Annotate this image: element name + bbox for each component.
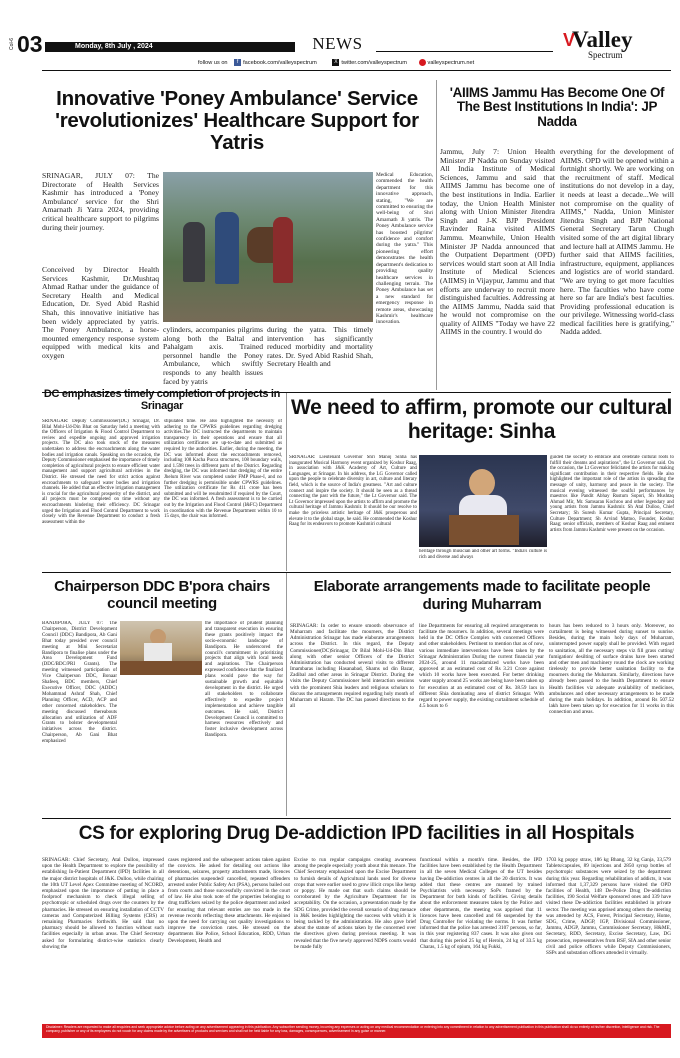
top-rule bbox=[42, 70, 671, 71]
a4-col1: SRINAGAR: Lieutenant Governor Shri Manoj Sinha has inaugurated Musical Harmony event organized by Koshur Raag, in association with J&K Academy of Art, Culture and Languages, at Srinagar. In his address, the LG Governor called upon the people to celebrate diversity in art, culture and literary field, which is the source of India's greatness. "Art and culture connect and inspire the society. It should be seen as a thread connecting the past with the future," the Lt Governor said. The Lt Governor impressed upon the artists to affirm and promote the cultural heritage of Jammu Kashmir. It should be our resolve to make the priceless artistic heritage of J&K prosperous and elevate it to the global stage, he said. He commended the Koshur Raag for its endeavors to promote Kashmiri cultural bbox=[289, 455, 417, 528]
page-number: 03 bbox=[17, 31, 43, 57]
headline-poney-ambulance: Innovative 'Poney Ambulance' Service 'revolutionizes' Healthcare Support for Yatris bbox=[55, 87, 419, 155]
a1-col3: during the yatra. This timely intervention has significantly reduced morbidity and mortality rates. Dr. Syed Abid Rashid Shah, Secretary Health and bbox=[267, 326, 373, 369]
a6-col3: hours has been reduced to 3 hours only. Moreover, no curtailment is being witnessed during sunset to sunrise. Besides, during the main holy days of Muharram, uninterrupted power supply shall be provided. With regard to sanitation, all the necessary steps viz fill grass cutting/ fumigation/ desilting of surface drains have been started and other men and machinery round the clock are working tirelessly to provide better sanitation facility to the mourners during the Muharram. Similarly, directions have already been passed to the health Department to ensure Health facilities viz adequate availability of medicines, ambulances and other necessary arrangements to be made during the main holidays. In addition, around Rs 507.52 lakh have been taken up for execution for 11 works in this connection and areas. bbox=[549, 623, 674, 716]
ddc-meeting-photo bbox=[120, 621, 202, 675]
section-title: NEWS bbox=[312, 34, 363, 53]
twitter-icon: X bbox=[334, 59, 338, 65]
a1-col2: cylinders, accompanies pilgrims along both the Baltal and Pahalgam axis. Trained personnel handle the Poney Ambulance, which swiftly responds to any health issues faced by yatris bbox=[163, 326, 263, 386]
web-link[interactable]: valleyspectrum.net bbox=[427, 59, 475, 66]
date-bar: Monday, 8th July , 2024 bbox=[45, 42, 295, 52]
a7-col1: SRINAGAR: Chief Secretary, Atal Dulloo, impressed upon the Health Department to explore the possibility of establishing In-Patient Department (IPD) facilities in all the major district hospitals of J&K. Dulloo, while chairing the 10th UT Level Apex Committee meeting of NCORD, emphasized upon the importance of putting in place a foolproof mechanism to check illegal selling of psychotropic or scheduled drugs over the counters by the pharmacies. He stressed on ensuring installation of CCTV cameras and Computerized Billing Systems (CBS) at remaining Pharmacies forthwith. He said that no pharmacy should be allowed to function without such facilities especially in urban areas. The Chief Secretary asked for formulating district-wise statistics clearly showing the bbox=[42, 857, 164, 950]
a3-col1: SRINAGAR: Deputy Commissioner(DC) Srinagar, Dr. Bilal Mohi-Ud-Din Bhat on Saturday held a meeting with the Officers of Irrigation & Flood Control Department to review and expedite ongoing and approved irrigation projects. The DC also took stock of the measures undertaken to address the encroachments along the water bodies and irrigation canals. Speaking on the occasion, the Deputy Commissioner emphasised the importance of timely completion of agricultural projects to ensure efficient water management and support agricultural activities in the District. He stressed the need for strict action against encroachments to safeguard water bodies and irrigation channels. He added that an effective irrigation management is crucial for the agricultural prosperity of the district, and all projects must be completed on time without any encroachments hindering their efficiency. DC Srinagar urged the Irrigation and Flood Control Department to work closely with the Revenue Department to conduct a fresh assessment within the bbox=[42, 419, 160, 525]
web-icon bbox=[419, 59, 426, 66]
a5-col2: the importance of prudent planning and transparent execution in ensuring these grants positively impact the socio-economic landscape of Bandipora. He underscored the council's commitment in prioritizing projects that align with local needs and aspirations. The Chairperson expressed confidence that the finalized plans would pave the way for sustainable growth and equitable development in the district. He urged all stakeholders to collaborate effectively to expedite project implementation and achieve tangible outcomes. He said, District Development Council is committed to harness resources effectively and foster inclusive development across Bandipora. bbox=[205, 621, 283, 739]
a7-col2: cases registered and the subsequent actions taken against the convicts. He asked for detailing out actions like detentions, seizures, property attachments made, licences of pharmacies suspended/ cancelled, repeated offenders arrested under Public Safety Act (PSA), persons bailed out from courts and those successfully convicted in the court of law. He also took note of the properties belonging to drug traffickers seized by the police department and asked for ensuring that relevant entries are too made in the revenue records reflecting these attachments. He enjoined upon the need for carrying out quality investigations to improve the conviction rates. He stressed on the departments like Police, School Education, RDD, Urban Development, Health and bbox=[168, 857, 290, 944]
a2-col2: everything for the development of AIIMS. OPD will be opened within a fortnight shortly. We are working on the recruitment of staff. Medical institutions do not develop in a day, it needs at least a decade...We will not compromise on the quality of AIIMS," Nadda, Union Minister Jitendra Singh and BJP National General Secretary Tarun Chugh visited some of the art digital library and lecture hall at AIIMS Jammu. He further said that AIIMS facilities, infrastructure, equipment, appliances and logistics are of world standard. "We are trying to get more faculties here. The faculties who have come here so far are India's best faculties. Providing professional education is our privilege. Witnessing world-class medical facilities here is gratifying," Nadda added. bbox=[560, 148, 674, 337]
facebook-icon: f bbox=[234, 59, 241, 66]
row2-rule bbox=[42, 572, 671, 573]
logo-mark: V bbox=[563, 30, 576, 50]
valley-logo bbox=[563, 27, 673, 70]
a7-col3: Excise to run regular campaigns creating awareness among the people especially youth about this menace. The Chief Secretary emphasized upon the Excise Department to furnish details of Agricultural lands used for diverse crops that were earlier used to grow illicit crops like hemp or poppy. He made out that such claims should be corroborated by the Agriculture Department for its acceptability. On the occasion, a presentation made by the SDG Crime, provided the overall scenario of drug menace in J&K besides highlighting the success with which it is being tackled by the administration. He also gave brief about the statute of actions taken by the concerned over the directives given during previous meeting. It was revealed that the five newly approved NDPS courts would be made fully bbox=[294, 857, 416, 950]
a4-col3: guided the society to embrace and celebrate cultural roots to fulfill their dreams and aspirations", the Lt Governor said. On the occasion, the Lt Governor felicitated the artists for making significant contribution in their respective fields. He also highlighted the important role of the artists in spreading the message of unity, harmony and peace in the society. The musical evening witnessed the soulful performances by maestros like Pandit Abhay Rustum Sopori, Sh Mushtaq Ahmad Mir, Mr. Samsaran Kochroo and other legendary and young artists from Jammu Kashmir. Sh Atal Dulloo, Chief Secretary; Sh Suresh Kumar Gupta, Principal Secretary, Culture Department; Sh Arvind Mattoo, Founder, Koshur Raag; senior officials, members of Koshur Raag and eminent artists from Jammu Kashmir were present on the occasion. bbox=[550, 455, 674, 533]
headline-muharram: Elaborate arrangements made to facilitate people during Muharram bbox=[313, 578, 651, 613]
headline-aiims: 'AIIMS Jammu Has Become One Of The Best Institutions In India': JP Nadda bbox=[449, 85, 665, 129]
headline-dc-projects: DC emphasizes timely completion of projects in Srinagar bbox=[43, 388, 281, 412]
poney-ambulance-photo bbox=[163, 172, 373, 322]
a1-col4-body: Medical Education, commended the health department for this innovative approach, stating, "We are committed to ensuring the well-being of Shri Amarnath Ji yatris. The Poney Ambulance service has boosted pilgrims' confidence and comfort during the yatra." This pioneering effort demonstrates the health department's dedication to providing quality healthcare services in challenging terrain. The Poney Ambulance has set a new standard for emergency response in remote areas, showcasing Kashmir's healthcare innovation. bbox=[376, 172, 433, 326]
page-label: Col-6 bbox=[9, 38, 15, 50]
a3-col2: stipulated time. He also highlighted the necessity of adhering to the CPWRS guidelines regarding dredging activities.The DC instructed the departments to maintain transparency in their operations and ensure that all utilization certificates are up-to-date and submitted as required by the authorities. Earlier, during the meeting, the DC was informed about the encroachments removed, including 108 Kacha Pucca structures, 108 boundary walls, and 1.598 trees in different parts of the District. Regarding dredging, the DC was informed that dredging of the entire Jhelum River was completed under FMP Phase-I, and no further dredging is permissible under CPWRS guidelines. The utilization certificate for Rs 411 crore has been submitted and will be resubmitted if required by the Court, the DC was informed. A fresh assessment is to be carried out by the Irrigation and Flood Control (I&FC) Department in coordination with the Revenue Department within 10 to 15 days, the chair was informed. bbox=[164, 419, 282, 520]
a1-lead: SRINAGAR, JULY 07: The Directorate of Health Services Kashmir has introduced a 'Poney Ambulance' service for the Shri Amarnath Ji Yatra 2024, providing critical healthcare support to pilgrims during their journey. bbox=[42, 172, 159, 232]
sinha-photo bbox=[419, 455, 547, 547]
twitter-link[interactable]: twitter.com/valleyspectrum bbox=[341, 59, 407, 66]
a7-col5: 1703 kg poppy straw, 186 kg Bhang, 32 kg Ganja, 33,579 Tablets/capsules, 89 injections and 2850 syrup bottles of psychotropic substances were seized by the department during this year. Regarding rehabilitation of addicts, it was informed that 1,37,329 persons have visited the OPD facilities of Health, 148 De-Police Drug De-addiction facilities, 190 Social Welfare sponsored ones and 339 have visited these De-addiction facilities established in private sector. The meeting was apprised among others the meeting was attended by ACS, Forest, Principal Secretary, Home, SDG, Crime, ADGP, IGP, Divisional Commissioner, Jammu, ADGP, Jammu, Commissioner Secretary, H&ME, Secretary, RDD, Secretary, Excise Secretary, Law, DG prosecution, representatives from BSF, SIA and other senior civil and police officers while Deputy Commissioners, SSPs and substation officers attended it virtually. bbox=[546, 857, 671, 957]
headline-ddc-bpora: Chairperson DDC B'pora chairs council meeting bbox=[54, 578, 270, 612]
a4-divider bbox=[286, 393, 287, 571]
logo-text: Valley bbox=[572, 27, 633, 52]
disclaimer-bar: Disclaimer: Readers are requested to make all enquiries and seek appropriate advice before acting on any advertisement appearing in this publication. Any subscriber sending money, incurring any expenses or acting on any medical recommendation or entering into any commitment in relation to any advertisement publication in this publication shall do so entirely at his/her discretion, intelligence and risk. The company, publisher or any of its employees do not vouch for any claims made by the advertisers of products and services and shall not be held liable for any loss, damages, consequences, advertisement in any guise or manner. bbox=[42, 1024, 671, 1038]
social-bar bbox=[198, 59, 558, 68]
follow-label: follow us on bbox=[198, 59, 228, 66]
a5-col1: BANDIPORA, JULY 07: The Chairperson, District Development Council (DDC) Bandipora, Ab Gani Bhat today presided over council meeting at Mini Secretariat Bandipora to finalise plans under the Area Development Fund (DDC/BDC/PRI Grants). The meeting witnessed participation of Vice Chairperson DDC, Bonaar Shafeeq, BDC members, Chief Executive Officer, DDC (ADDC) Mohammad Ashraf Shah, Chief Planning Officer, ACD, ACP and other concerned stakeholders. The meeting discussed thereabouts allocation and utilization of ADF Grants to bolster developmental initiatives across the district. Chairperson, Ab Gani Bhat emphasized bbox=[42, 621, 117, 745]
a6-divider bbox=[286, 573, 287, 816]
row3-rule bbox=[42, 818, 671, 819]
a4-col2: heritage through musician and other art forms. "India's culture is rich and diverse and always bbox=[419, 549, 547, 560]
a2-divider bbox=[436, 80, 437, 390]
headline-cultural-heritage: We need to affirm, promote our cultural heritage: Sinha bbox=[290, 396, 673, 443]
a1-col1: Conceived by Director Health Services Kashmir, Dr.Mushtaq Ahmad Rathar under the guidance of Secretary Health and Medical Education, Dr. Syed Abid Rashid Shah, this innovative initiative has been widely appreciated by yatris. The Poney Ambulance, a horse-mounted emergency response system equipped with medical kits and oxygen bbox=[42, 266, 159, 360]
a2-col1: Jammu, July 7: Union Health Minister JP Nadda on Sunday visited All India Institute of Medical Sciences, Jammu and said that AIIMS Jammu has become one of the best institutions in India. Earlier today, the Union Health Minister along with Union Minister Jitendra Singh and J-K BJP President Ravinder Raina visited AIIMS Jammu. Meanwhile, Union Health Minister JP Nadda announced that the Outpatient Department (OPD) services would start soon at All India Institute of Medical Sciences (AIIMS) in Vijaypur, Jammu and that efforts are underway to recruit more distinguished faculties. Addressing at the AIIMS Jammu, Nadda said that he would not compromise on the quality of AIIMS "Today we have 22 AIIMS in the country. I would do bbox=[440, 148, 555, 337]
logo-subtext: Spectrum bbox=[588, 50, 623, 60]
a6-col2: line Departments for ensuring all required arrangements to facilitate the mourners. In addition, several meetings were held in the DC Office Complex with concerned Officers and other stakeholders. Pertinent to mention that as of now, various immediate interventions have been taken by the Srinagar Administration During the current financial year 2024-25, around 11 macadamized works have been approved at an estimated cost of Rs 3.21 Crore against which 10 works have been executed. For better drinking water supply around 25 works are being have been taken up for execution at an estimated cost of Rs. 38.59 lacs in different Shia dominating area of district Srinagar. With regard to power supply, the existing curtailment schedule of 4.5 hours to 6 bbox=[419, 623, 544, 710]
a7-col4: functional within a month's time. Besides, the IPD facilities have been established by the Health Department in all the seven Medical Colleges of the UT besides having De-addiction centres in all the 20 districts. It was added that these centres are manned by trained Psychiatrists with necessary SoPs framed by the Department for both kinds of facilities. Giving details about the enforcement measures taken by the Police and other departments, the meeting was apprised that 11 licences have been cancelled and 66 suspended by the Drug Controller for violating the norms. It was further informed that the police has arrested 3107 persons, so far, in this year registering 837 cases. It was also given out that during this period 25 kg of Heroin, 24 kg of 33.5 kg Charas, 1.5 kg of opium, 164 kg Fukki, bbox=[420, 857, 542, 950]
headline-drug-deaddiction: CS for exploring Drug De-addiction IPD facilities in all Hospitals bbox=[78, 823, 635, 844]
facebook-link[interactable]: facebook.com/valleyspectrum bbox=[243, 59, 317, 66]
a6-col1: SRINAGAR: In order to ensure smooth observance of Muharram and facilitate the mourners, the District Administration Srinagar has made elaborate arrangements across the District. In this regard, the Deputy Commissioner(DC)Srinagar, Dr Bilal Mohi-Ud-Din Bhat along with other senior Officers of the District Administration has conducted several visits to different Imambaras including Hasanabad, Shams ud din Bazar, Zadibal and other areas in Srinagar District. During the visits the Deputy Commissioner held interaction sessions with the prominent Shia leaders and religious scholars to discuss the arrangements required regarding holy month of Muharram ul Haram. The DC has passed directions to the all bbox=[290, 623, 414, 710]
header-rule bbox=[376, 51, 553, 52]
